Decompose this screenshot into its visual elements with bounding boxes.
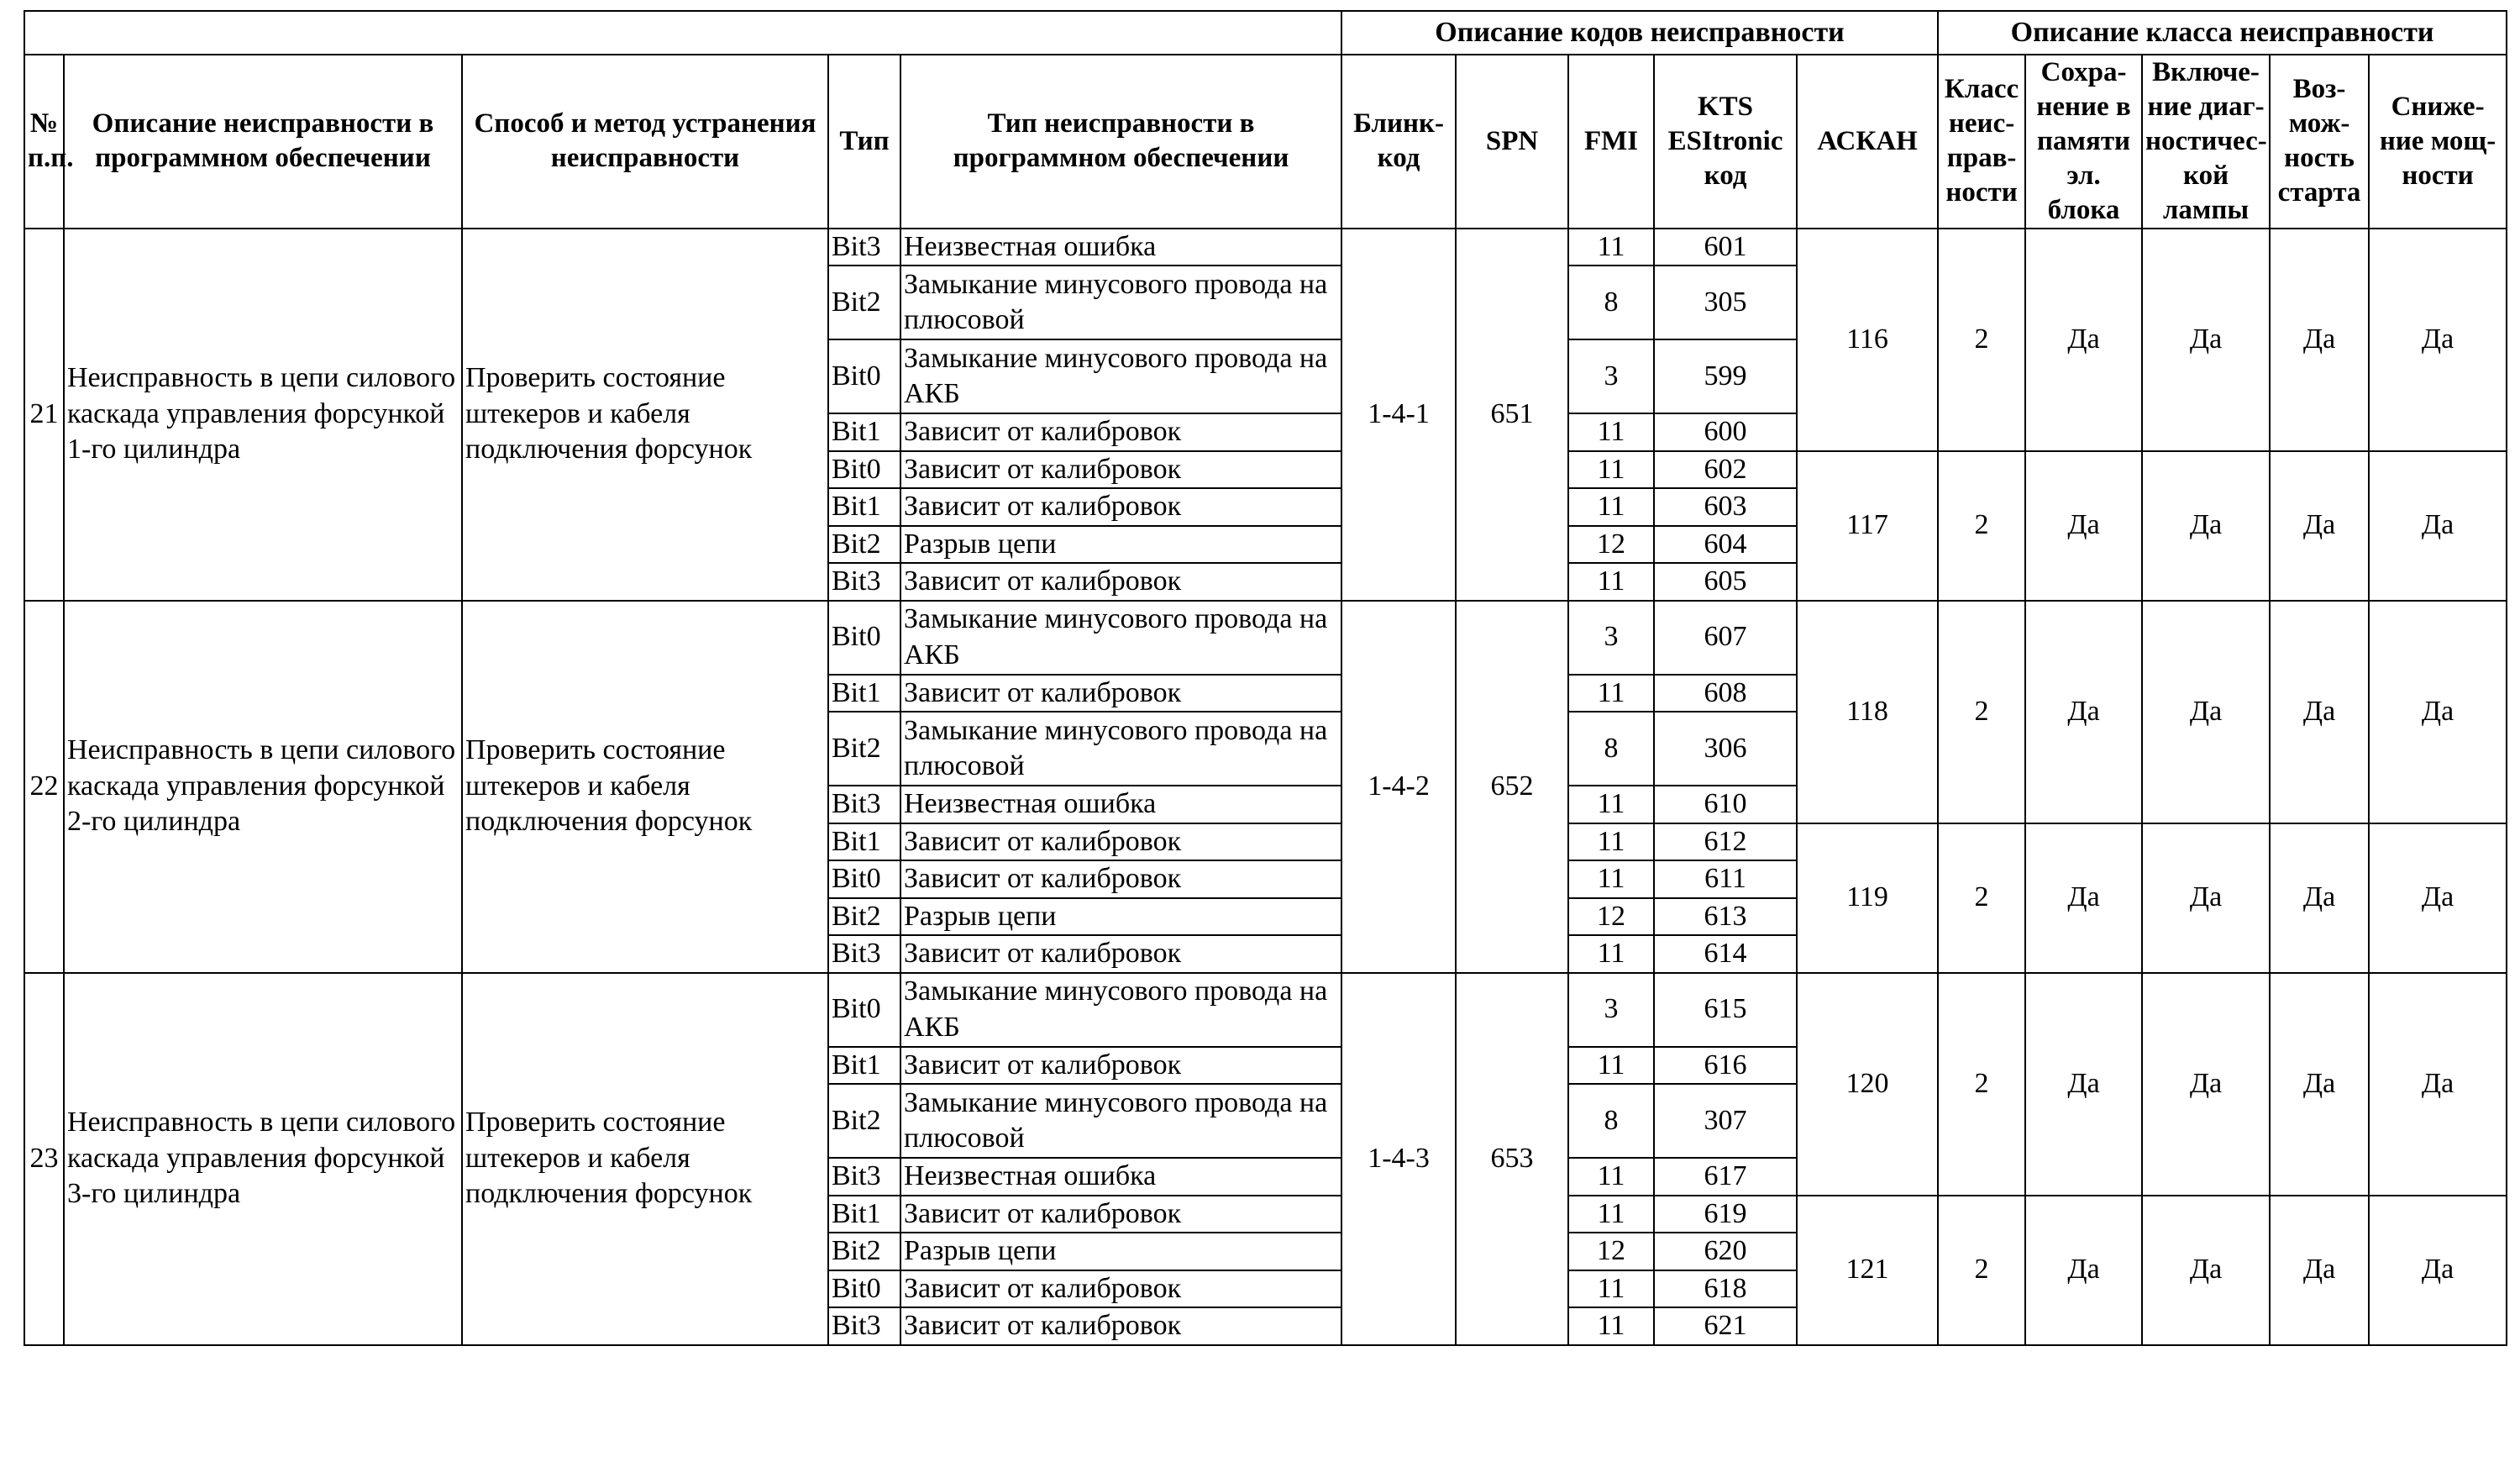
- fault-description: Неисправность в цепи силового каскада управления форсункой 3-го цилиндра: [64, 973, 462, 1345]
- spn-code: 651: [1456, 229, 1568, 601]
- fmi-code: 3: [1568, 339, 1654, 413]
- fault-type-text: Зависит от калибровок: [900, 413, 1341, 451]
- header-askan: АСКАН: [1797, 55, 1938, 229]
- kts-code: 599: [1654, 339, 1797, 413]
- blink-code: 1-4-3: [1341, 973, 1456, 1345]
- header-blink: Блинк-код: [1341, 55, 1456, 229]
- askan-code: 116: [1797, 229, 1938, 451]
- start-flag: Да: [2270, 451, 2369, 601]
- fault-type-text: Зависит от калибровок: [900, 1307, 1341, 1345]
- table-row: [24, 973, 2507, 1047]
- kts-code: 611: [1654, 860, 1797, 898]
- memory-flag: Да: [2025, 451, 2142, 601]
- fault-type-text: Зависит от калибровок: [900, 1047, 1341, 1085]
- lamp-flag: Да: [2142, 229, 2270, 451]
- fmi-code: 11: [1568, 823, 1654, 861]
- power-flag: Да: [2369, 229, 2507, 451]
- bit-type: Bit3: [828, 1158, 900, 1196]
- header-group-codes: Описание кодов неисправности: [1341, 11, 1938, 55]
- header-sw-type: Тип неисправности в программном обеспечении: [900, 55, 1341, 229]
- fault-type-text: Зависит от калибровок: [900, 451, 1341, 489]
- kts-code: 619: [1654, 1196, 1797, 1233]
- header-columns-row: [24, 55, 2507, 229]
- power-flag: Да: [2369, 1196, 2507, 1345]
- fmi-code: 11: [1568, 1307, 1654, 1345]
- fmi-code: 11: [1568, 563, 1654, 601]
- kts-code: 618: [1654, 1270, 1797, 1308]
- kts-code: 615: [1654, 973, 1797, 1047]
- bit-type: Bit1: [828, 413, 900, 451]
- fault-type-text: Разрыв цепи: [900, 526, 1341, 564]
- fault-codes-table: [24, 10, 2507, 1346]
- fault-class: 2: [1938, 601, 2025, 823]
- bit-type: Bit2: [828, 266, 900, 339]
- kts-code: 616: [1654, 1047, 1797, 1085]
- fault-type-text: Разрыв цепи: [900, 1233, 1341, 1270]
- blink-code: 1-4-2: [1341, 601, 1456, 973]
- fault-type-text: Замыкание минусового провода на АКБ: [900, 339, 1341, 413]
- kts-code: 307: [1654, 1084, 1797, 1158]
- bit-type: Bit0: [828, 451, 900, 489]
- bit-type: Bit0: [828, 860, 900, 898]
- fault-type-text: Неизвестная ошибка: [900, 786, 1341, 823]
- bit-type: Bit0: [828, 1270, 900, 1308]
- fault-type-text: Замыкание минусового провода на плюсовой: [900, 266, 1341, 339]
- fault-class: 2: [1938, 973, 2025, 1196]
- fault-type-text: Зависит от калибровок: [900, 563, 1341, 601]
- fmi-code: 11: [1568, 860, 1654, 898]
- fault-type-text: Зависит от калибровок: [900, 935, 1341, 973]
- askan-code: 118: [1797, 601, 1938, 823]
- blink-code: 1-4-1: [1341, 229, 1456, 601]
- header-type: Тип: [828, 55, 900, 229]
- memory-flag: Да: [2025, 1196, 2142, 1345]
- kts-code: 610: [1654, 786, 1797, 823]
- kts-code: 620: [1654, 1233, 1797, 1270]
- table-row: [24, 601, 2507, 675]
- fault-type-text: Зависит от калибровок: [900, 860, 1341, 898]
- fault-class: 2: [1938, 823, 2025, 973]
- header-power: Сниже-ние мощ-ности: [2369, 55, 2507, 229]
- header-class: Класс неис-прав-ности: [1938, 55, 2025, 229]
- fmi-code: 11: [1568, 935, 1654, 973]
- fmi-code: 3: [1568, 973, 1654, 1047]
- fault-type-text: Неизвестная ошибка: [900, 1158, 1341, 1196]
- kts-code: 604: [1654, 526, 1797, 564]
- bit-type: Bit3: [828, 1307, 900, 1345]
- kts-code: 617: [1654, 1158, 1797, 1196]
- power-flag: Да: [2369, 451, 2507, 601]
- bit-type: Bit3: [828, 229, 900, 266]
- power-flag: Да: [2369, 601, 2507, 823]
- fault-class: 2: [1938, 1196, 2025, 1345]
- start-flag: Да: [2270, 973, 2369, 1196]
- fmi-code: 11: [1568, 413, 1654, 451]
- lamp-flag: Да: [2142, 601, 2270, 823]
- header-fmi: FMI: [1568, 55, 1654, 229]
- fmi-code: 11: [1568, 1270, 1654, 1308]
- header-desc: Описание неисправности в программном обеспечении: [64, 55, 462, 229]
- fault-number: 21: [24, 229, 64, 601]
- start-flag: Да: [2270, 229, 2369, 451]
- fault-type-text: Замыкание минусового провода на АКБ: [900, 601, 1341, 675]
- fmi-code: 11: [1568, 786, 1654, 823]
- bit-type: Bit1: [828, 1196, 900, 1233]
- bit-type: Bit3: [828, 563, 900, 601]
- kts-code: 601: [1654, 229, 1797, 266]
- fmi-code: 11: [1568, 488, 1654, 526]
- kts-code: 612: [1654, 823, 1797, 861]
- fmi-code: 3: [1568, 601, 1654, 675]
- fault-type-text: Разрыв цепи: [900, 898, 1341, 936]
- memory-flag: Да: [2025, 973, 2142, 1196]
- bit-type: Bit1: [828, 488, 900, 526]
- fmi-code: 11: [1568, 229, 1654, 266]
- lamp-flag: Да: [2142, 451, 2270, 601]
- spn-code: 652: [1456, 601, 1568, 973]
- header-kts: KTS ESItronic код: [1654, 55, 1797, 229]
- power-flag: Да: [2369, 973, 2507, 1196]
- kts-code: 605: [1654, 563, 1797, 601]
- bit-type: Bit0: [828, 601, 900, 675]
- lamp-flag: Да: [2142, 823, 2270, 973]
- fmi-code: 8: [1568, 266, 1654, 339]
- fmi-code: 12: [1568, 526, 1654, 564]
- header-method: Способ и метод устранения неисправности: [462, 55, 828, 229]
- header-num: № п.п.: [24, 55, 64, 229]
- fault-table-body: [24, 229, 2507, 1345]
- fmi-code: 11: [1568, 1196, 1654, 1233]
- kts-code: 602: [1654, 451, 1797, 489]
- fault-description: Неисправность в цепи силового каскада управления форсункой 2-го цилиндра: [64, 601, 462, 973]
- fault-type-text: Замыкание минусового провода на АКБ: [900, 973, 1341, 1047]
- header-spn: SPN: [1456, 55, 1568, 229]
- fault-type-text: Замыкание минусового провода на плюсовой: [900, 712, 1341, 786]
- bit-type: Bit2: [828, 1084, 900, 1158]
- bit-type: Bit2: [828, 1233, 900, 1270]
- fault-number: 22: [24, 601, 64, 973]
- header-group-row: [24, 11, 2507, 55]
- askan-code: 119: [1797, 823, 1938, 973]
- kts-code: 608: [1654, 675, 1797, 712]
- memory-flag: Да: [2025, 601, 2142, 823]
- header-start: Воз-мож-ность старта: [2270, 55, 2369, 229]
- bit-type: Bit0: [828, 973, 900, 1047]
- fmi-code: 11: [1568, 1047, 1654, 1085]
- fmi-code: 8: [1568, 712, 1654, 786]
- fmi-code: 11: [1568, 1158, 1654, 1196]
- fault-type-text: Неизвестная ошибка: [900, 229, 1341, 266]
- power-flag: Да: [2369, 823, 2507, 973]
- kts-code: 603: [1654, 488, 1797, 526]
- memory-flag: Да: [2025, 823, 2142, 973]
- bit-type: Bit3: [828, 935, 900, 973]
- kts-code: 613: [1654, 898, 1797, 936]
- fault-type-text: Зависит от калибровок: [900, 1270, 1341, 1308]
- askan-code: 121: [1797, 1196, 1938, 1345]
- fault-number: 23: [24, 973, 64, 1345]
- bit-type: Bit0: [828, 339, 900, 413]
- fmi-code: 8: [1568, 1084, 1654, 1158]
- fault-type-text: Зависит от калибровок: [900, 823, 1341, 861]
- kts-code: 306: [1654, 712, 1797, 786]
- fmi-code: 11: [1568, 675, 1654, 712]
- bit-type: Bit2: [828, 712, 900, 786]
- start-flag: Да: [2270, 823, 2369, 973]
- kts-code: 607: [1654, 601, 1797, 675]
- bit-type: Bit3: [828, 786, 900, 823]
- bit-type: Bit2: [828, 526, 900, 564]
- header-group-class: Описание класса неисправности: [1938, 11, 2507, 55]
- kts-code: 614: [1654, 935, 1797, 973]
- fmi-code: 12: [1568, 898, 1654, 936]
- start-flag: Да: [2270, 601, 2369, 823]
- askan-code: 117: [1797, 451, 1938, 601]
- table-row: [24, 229, 2507, 266]
- fmi-code: 11: [1568, 451, 1654, 489]
- lamp-flag: Да: [2142, 1196, 2270, 1345]
- fault-description: Неисправность в цепи силового каскада управления форсункой 1-го цилиндра: [64, 229, 462, 601]
- kts-code: 621: [1654, 1307, 1797, 1345]
- header-memory: Сохра-нение в памяти эл. блока: [2025, 55, 2142, 229]
- fault-class: 2: [1938, 229, 2025, 451]
- start-flag: Да: [2270, 1196, 2369, 1345]
- askan-code: 120: [1797, 973, 1938, 1196]
- fault-fix-method: Проверить состояние штекеров и кабеля подключения форсунок: [462, 229, 828, 601]
- fault-type-text: Зависит от калибровок: [900, 1196, 1341, 1233]
- fault-class: 2: [1938, 451, 2025, 601]
- lamp-flag: Да: [2142, 973, 2270, 1196]
- header-blank-cell: [24, 11, 1341, 55]
- fmi-code: 12: [1568, 1233, 1654, 1270]
- fault-fix-method: Проверить состояние штекеров и кабеля подключения форсунок: [462, 973, 828, 1345]
- kts-code: 305: [1654, 266, 1797, 339]
- bit-type: Bit1: [828, 823, 900, 861]
- fault-type-text: Зависит от калибровок: [900, 675, 1341, 712]
- bit-type: Bit1: [828, 1047, 900, 1085]
- kts-code: 600: [1654, 413, 1797, 451]
- fault-type-text: Замыкание минусового провода на плюсовой: [900, 1084, 1341, 1158]
- spn-code: 653: [1456, 973, 1568, 1345]
- fault-type-text: Зависит от калибровок: [900, 488, 1341, 526]
- memory-flag: Да: [2025, 229, 2142, 451]
- bit-type: Bit2: [828, 898, 900, 936]
- fault-fix-method: Проверить состояние штекеров и кабеля подключения форсунок: [462, 601, 828, 973]
- bit-type: Bit1: [828, 675, 900, 712]
- header-lamp: Включе-ние диаг-ностичес-кой лампы: [2142, 55, 2270, 229]
